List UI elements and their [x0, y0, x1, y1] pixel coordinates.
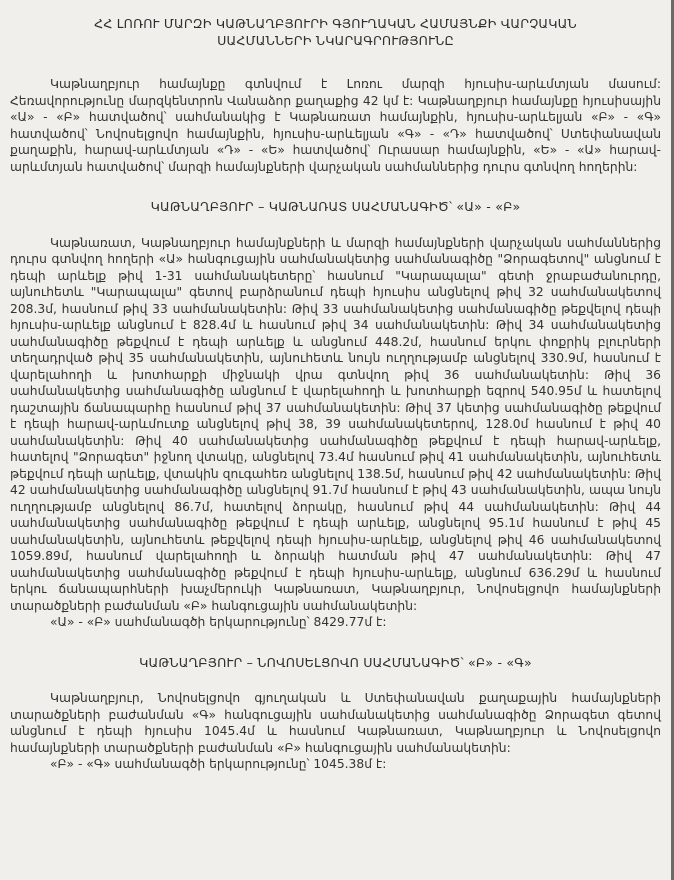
section-2-length-note: «Բ» - «Գ» սահմանագծի երկարությունը՝ 1045.38մ է:: [50, 757, 387, 771]
section-2-body: Կաթնաղբյուր, Նովոսելցովո գյուղական և Ստեփանավան քաղաքային համայնքների տարածքների բաժանման «Գ» հանգուցային սահմանակետից սահմանագիծը Ձորագետ գետով անցնում է դեպի հյուսիս 1045.4մ և հասնում Կաթնառատ, Կաթնաղբյուր և Նովոսելցովո համայնքների տարածքների բաժանման «Բ» հանգուցային սահմանակետին:: [10, 691, 661, 755]
title-line-1: ՀՀ ԼՈՌՈՒ ՄԱՐԶԻ ԿԱԹՆԱՂԲՅՈՒՐԻ ԳՅՈՒՂԱԿԱՆ ՀԱՄԱՅՆՔԻ ՎԱՐՉԱԿԱՆ: [94, 16, 577, 31]
document-title: [28, 16, 643, 49]
title-line-2: ՍԱՀՄԱՆՆԵՐԻ ՆԿԱՐԱԳՐՈՒԹՅՈՒՆԸ: [217, 32, 454, 48]
section-1-heading: ԿԱԹՆԱՂԲՅՈՒՐ – ԿԱԹՆԱՌԱՏ ՍԱՀՄԱՆԱԳԻԾ՝ «Ա» - «Բ»: [150, 199, 521, 214]
section-1-length-note: «Ա» - «Բ» սահմանագծի երկարությունը՝ 8429.77մ է:: [50, 615, 387, 629]
section-1-body: Կաթնառատ, Կաթնաղբյուր համայնքների և մարզի համայնքների վարչական սահմաններից դուրս գտնվող հողերի «Ա» հանգուցային սահմանակետից սահմանագիծը "Ձորագետով" անցնում է դեպի արևելք թիվ 1-31 սահմանակետերը՝ հասնում "Կարապալա" գետի ջրաբաժանուրդը, այնուհետև "Կարապալա" գետով բարձրանում դեպի հյուսիս անցնելով թիվ 32 սահմանակետով 208.3մ, հասնում թիվ 33 սահմանակետին: Թիվ 33 սահմանակետից սահմանագիծը թեքվելով դեպի հյուսիս-արևելք անցնում է 828.4մ և հասնում թիվ 34 սահմանակետին: Թիվ 34 սահմանակետից սահմանագիծը թեքվում է դեպի արևելք և անցնում 448.2մ, հասնում երկու փոքրիկ բլուրների տեղադրված թիվ 35 սահմանակետին, այնուհետև նույն ուղղությամբ անցնելով 330.9մ, հասնում է վարելահողի և խոտհարքի միջնակի վրա գտնվող թիվ 36 սահմանակետին: Թիվ 36 սահմանակետից սահմանագիծը անցնում է վարելահողի և խոտհարքի եզրով 540.95մ և հատելով դաշտային ճանապարհը հասնում թիվ 37 սահմանակետին: Թիվ 37 կետից սահմանագիծը թեքվում է դեպի հարավ-արևմուտք անցնելով թիվ 38, 39 սահմանակետերով, 128.0մ հասնում է թիվ 40 սահմանակետին: Թիվ 40 սահմանակետից սահմանագիծը թեքվում է դեպի հարավ-արևելք, հատելով "Ձորագետ" իջնող վտակը, անցնելով 73.4մ հասնում թիվ 41 սահմանակետին, այնուհետև թեքվում դեպի արևելք, վտակին զուգահեռ անցնելով 138.5մ, հասնում թիվ 42 սահմանակետին: Թիվ 42 սահմանակետից սահմանագիծը անցնելով 91.7մ հասնում է թիվ 43 սահմանակետին, ապա նույն ուղղությամբ անցնելով 86.7մ, հատելով ձորակը, հասնում թիվ 44 սահմանակետին: Թիվ 44 սահմանակետից սահմանագիծը թեքվում է դեպի արևելք, անցնելով 95.1մ հասնում է թիվ 45 սահմանակետին, այնուհետև թեքվելով դեպի հյուսիս-արևելք, անցնելով թիվ 46 սահմանակետով 1059.89մ, հասնում վարելահողի և ձորակի հատման թիվ 47 սահմանակետին: Թիվ 47 սահմանակետից սահմանագիծը թեքվում է դեպի հյուսիս-արևելք, անցնում 636.29մ և հասնում երկու ճանապարհների խաչմերուկի Կաթնառատ, Կաթնաղբյուր, Նովոսելցովո համայնքների տարածքների բաժանման «Բ» հանգուցային սահմանակետին:: [10, 235, 661, 613]
section-2-heading: ԿԱԹՆԱՂԲՅՈՒՐ – ՆՈՎՈՍԵԼՑՈՎՈ ՍԱՀՄԱՆԱԳԻԾ՝ «Բ» - «Գ»: [139, 654, 532, 670]
intro-paragraph: Կաթնաղբյուր համայնքը գտնվում է Լոռու մարզի հյուսիս-արևմտյան մասում: Հեռավորությունը մարզկենտրոն Վանաձոր քաղաքից 42 կմ է: Կաթնաղբյուր համայնքը հյուսիսային «Ա» - «Բ» հատվածով՝ սահմանակից է Կաթնառատ համայնքին, հյուսիս-արևելյան «Բ» - «Գ» հատվածով՝ Նովոսելցովո համայնքին, հյուսիս-արևելյան «Գ» - «Դ» հատվածով՝ Ստեփանավան քաղաքին, հարավ-արևմտյան «Դ» - «Ե» հատվածով՝ Ուրասար համայնքին, «Ե» - «Ա» հարավ-արևմտյան հատվածով՝ մարզի համայնքների վարչական սահմաններից դուրս գտնվող հողերին:: [10, 77, 661, 174]
